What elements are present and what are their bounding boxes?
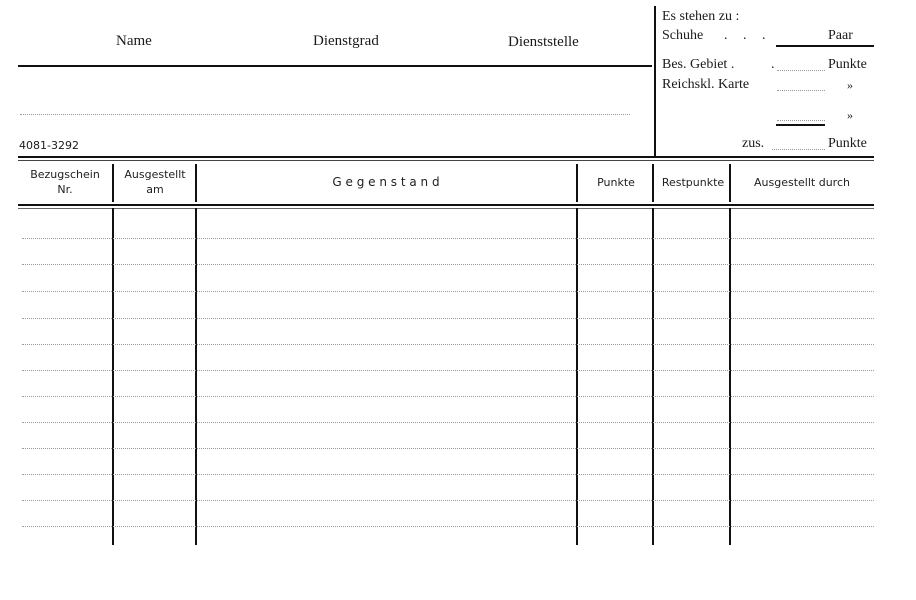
special-area-label: Bes. Gebiet . — [662, 57, 735, 72]
name-label: Name — [116, 33, 152, 49]
table-top-rule-thin — [18, 160, 874, 161]
body-divider-5 — [729, 208, 731, 545]
office-label: Dienststelle — [508, 34, 579, 50]
header-bottom-rule-thin — [18, 208, 874, 209]
rank-label: Dienstgrad — [313, 33, 379, 49]
ditto-mark-2: » — [847, 108, 853, 122]
col-header-issued-by: Ausgestellt durch — [754, 176, 850, 189]
shoes-pairs-field-line[interactable] — [776, 45, 874, 47]
body-divider-4 — [652, 208, 654, 545]
reich-card-label: Reichskl. Karte — [662, 77, 750, 92]
table-row[interactable] — [22, 500, 874, 501]
header-divider-1 — [112, 164, 114, 202]
col-header-item: G e g e n s t a n d — [332, 175, 440, 189]
extra-points-field[interactable] — [777, 120, 825, 121]
total-points-field[interactable] — [772, 149, 825, 150]
special-area-points-field[interactable] — [777, 70, 825, 71]
body-divider-1 — [112, 208, 114, 545]
col-header-voucher-no: Bezugschein Nr. — [30, 168, 100, 196]
shoes-label: Schuhe — [662, 28, 704, 43]
shoes-dots: . . . — [724, 28, 772, 43]
col-header-points: Punkte — [597, 176, 635, 189]
ditto-mark-1: » — [847, 78, 853, 92]
table-row[interactable] — [22, 526, 874, 527]
col-header-remaining-points: Restpunkte — [661, 176, 725, 189]
table-row[interactable] — [22, 370, 874, 371]
header-divider-3 — [576, 164, 578, 202]
reich-card-points-field[interactable] — [777, 90, 825, 91]
header-bottom-rule — [18, 204, 874, 206]
header-divider-4 — [652, 164, 654, 202]
entitlement-box-divider — [654, 6, 656, 158]
header-divider-5 — [729, 164, 731, 202]
total-points-unit: Punkte — [828, 136, 867, 151]
table-row[interactable] — [22, 422, 874, 423]
table-row[interactable] — [22, 264, 874, 265]
sum-line — [776, 124, 825, 126]
name-dotted-fill-line[interactable] — [20, 114, 630, 115]
table-row[interactable] — [22, 318, 874, 319]
total-label: zus. — [742, 136, 765, 151]
special-area-dot: . — [771, 57, 775, 72]
table-row[interactable] — [22, 448, 874, 449]
form-number: 4081-3292 — [19, 139, 79, 152]
body-divider-2 — [195, 208, 197, 545]
table-top-rule — [18, 156, 874, 158]
table-row[interactable] — [22, 396, 874, 397]
entitlement-title: Es stehen zu : — [662, 9, 740, 24]
special-area-points-unit: Punkte — [828, 57, 867, 72]
name-underline — [18, 65, 652, 67]
table-row[interactable] — [22, 291, 874, 292]
body-divider-3 — [576, 208, 578, 545]
table-row[interactable] — [22, 474, 874, 475]
col-header-issued-on: Ausgestellt am — [124, 168, 186, 196]
pairs-unit: Paar — [828, 28, 853, 43]
header-divider-2 — [195, 164, 197, 202]
table-row[interactable] — [22, 238, 874, 239]
table-row[interactable] — [22, 344, 874, 345]
